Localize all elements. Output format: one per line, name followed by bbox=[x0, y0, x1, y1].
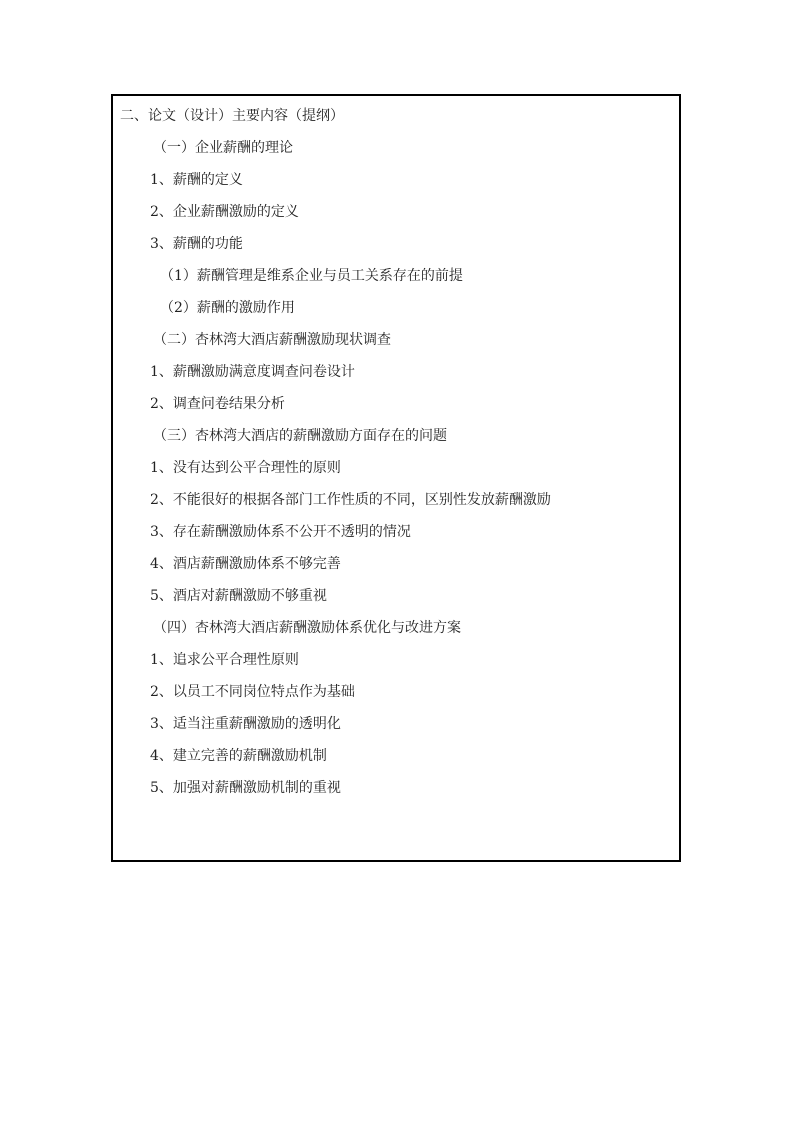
outline-item: 1、薪酬的定义 bbox=[150, 172, 243, 188]
outline-table-cell bbox=[111, 94, 681, 862]
section-heading: （一）企业薪酬的理论 bbox=[153, 140, 293, 156]
outline-item: 2、不能很好的根据各部门工作性质的不同，区别性发放薪酬激励 bbox=[150, 492, 551, 508]
outline-item: 1、追求公平合理性原则 bbox=[150, 652, 299, 668]
outline-item: 2、调查问卷结果分析 bbox=[150, 396, 285, 412]
outline-item: 4、建立完善的薪酬激励机制 bbox=[150, 748, 327, 764]
outline-item: 5、酒店对薪酬激励不够重视 bbox=[150, 588, 327, 604]
outline-item: 1、薪酬激励满意度调查问卷设计 bbox=[150, 364, 355, 380]
section-heading: （四）杏林湾大酒店薪酬激励体系优化与改进方案 bbox=[153, 620, 461, 636]
outline-heading: 二、论文（设计）主要内容（提纲） bbox=[120, 108, 344, 124]
outline-item: 4、酒店薪酬激励体系不够完善 bbox=[150, 556, 341, 572]
outline-item: 1、没有达到公平合理性的原则 bbox=[150, 460, 341, 476]
outline-item: 5、加强对薪酬激励机制的重视 bbox=[150, 780, 341, 796]
section-heading: （二）杏林湾大酒店薪酬激励现状调查 bbox=[153, 332, 391, 348]
outline-subitem: （2）薪酬的激励作用 bbox=[160, 300, 295, 316]
section-heading: （三）杏林湾大酒店的薪酬激励方面存在的问题 bbox=[153, 428, 447, 444]
outline-item: 2、以员工不同岗位特点作为基础 bbox=[150, 684, 355, 700]
outline-item: 3、适当注重薪酬激励的透明化 bbox=[150, 716, 341, 732]
outline-item: 3、存在薪酬激励体系不公开不透明的情况 bbox=[150, 524, 411, 540]
outline-item: 3、薪酬的功能 bbox=[150, 236, 243, 252]
outline-item: 2、企业薪酬激励的定义 bbox=[150, 204, 299, 220]
outline-subitem: （1）薪酬管理是维系企业与员工关系存在的前提 bbox=[160, 268, 463, 284]
